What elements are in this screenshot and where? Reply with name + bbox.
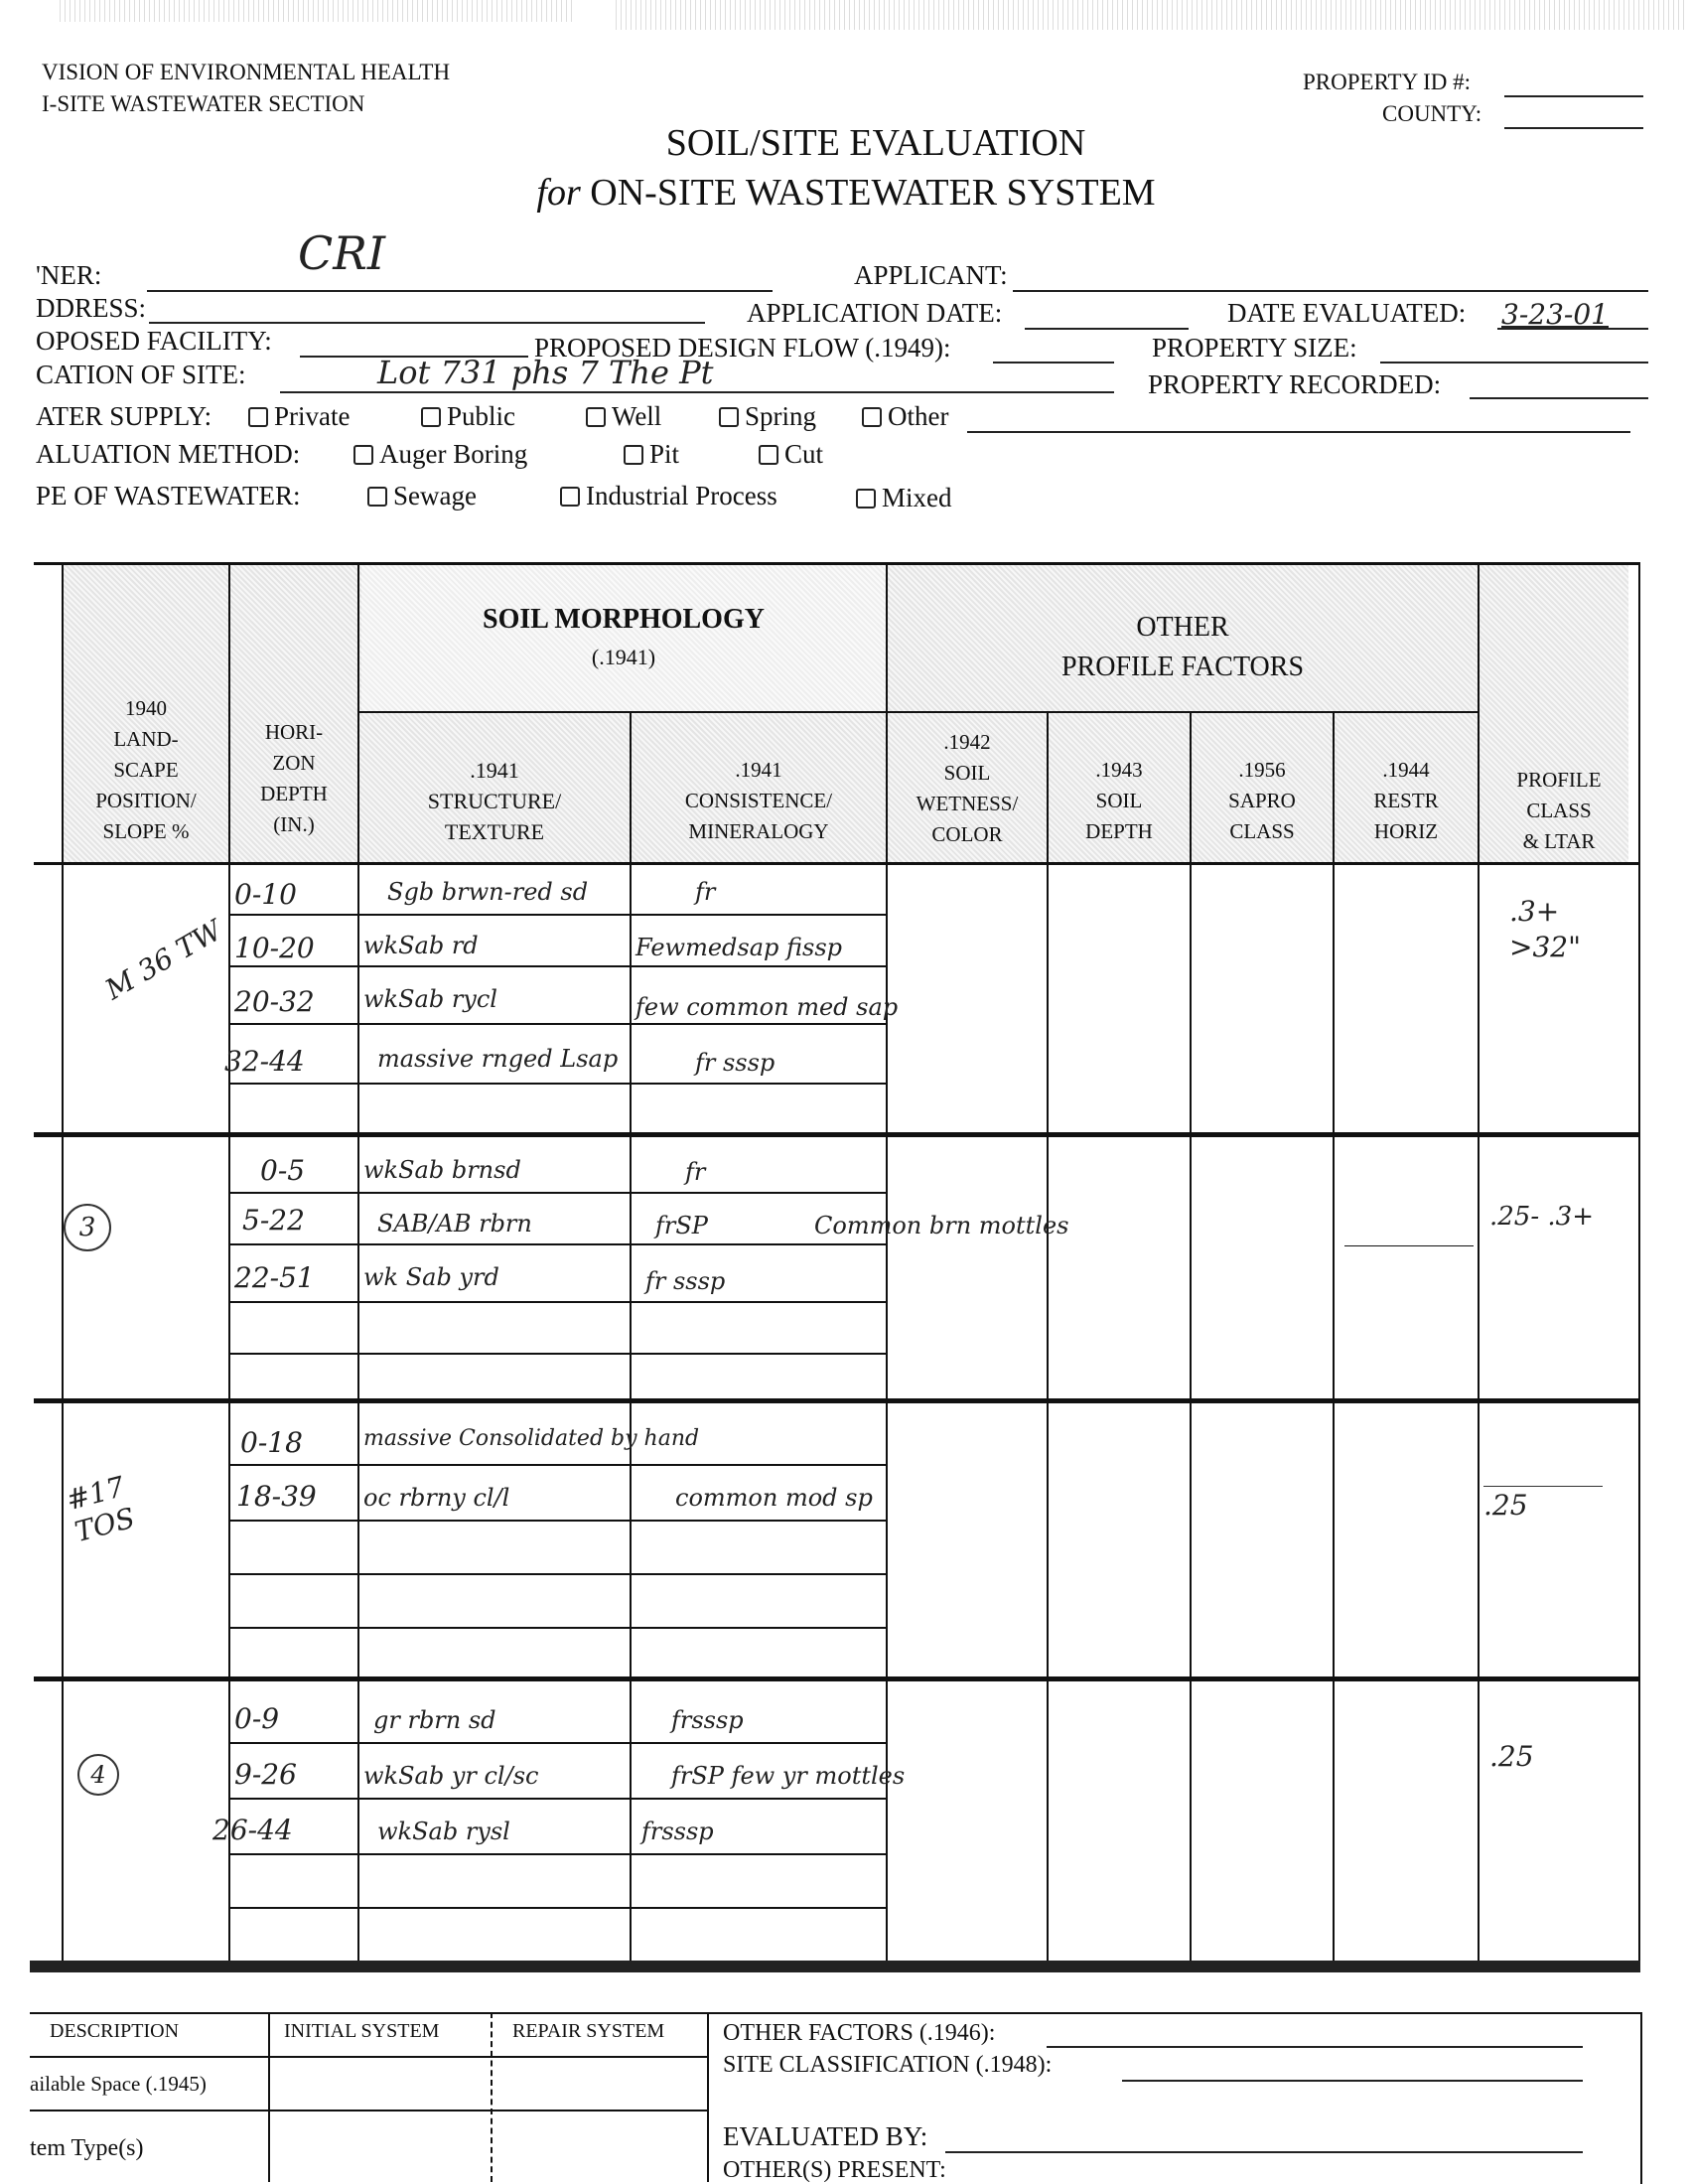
structure-value: oc rbrny cl/l: [363, 1484, 510, 1512]
row-line: [228, 1353, 886, 1355]
page-title: SOIL/SITE EVALUATION: [665, 122, 1086, 164]
depth-value: 0-5: [260, 1154, 306, 1187]
structure-value: massive Consolidated by hand: [363, 1426, 700, 1451]
structure-value: wkSab rycl: [363, 985, 497, 1013]
consistence-value: fr sssp: [645, 1267, 726, 1295]
profile-class-value: .25: [1483, 1486, 1603, 1522]
evaluated-by-field[interactable]: [945, 2151, 1583, 2153]
row-line: [228, 1853, 886, 1855]
wetness-value: Common brn mottles: [814, 1212, 1069, 1239]
structure-value: Sgb brwn-red sd: [387, 878, 589, 906]
structure-value: massive rnged Lsap: [377, 1045, 619, 1073]
restr-line: [1344, 1245, 1474, 1246]
structure-value: wkSab rd: [363, 932, 479, 959]
other-factors-label: OTHER FACTORS (.1946):: [723, 2020, 996, 2046]
consistence-value: fr: [685, 1158, 706, 1186]
row-line: [228, 1464, 886, 1466]
owner-label: 'NER:: [36, 260, 102, 290]
depth-value: 10-20: [234, 932, 315, 964]
consistence-value: fr: [695, 878, 716, 906]
other-factors-title2: PROFILE FACTORS: [1060, 652, 1305, 682]
consistence-value: few common med sap: [635, 993, 899, 1021]
col-line: [1638, 562, 1640, 1961]
row-line: [228, 1023, 886, 1025]
header-bottom-border: [34, 862, 1640, 865]
section-label: I-SITE WASTEWATER SECTION: [42, 91, 365, 116]
row-line: [228, 1907, 886, 1909]
water-supply-label: ATER SUPPLY:: [36, 401, 212, 431]
structure-value: wkSab brnsd: [363, 1156, 521, 1184]
consistence-value: frSP few yr mottles: [671, 1762, 906, 1790]
location-value: Lot 731 phs 7 The Pt: [377, 354, 714, 391]
structure-value: SAB/AB rbrn: [377, 1210, 532, 1238]
row-line: [228, 1742, 886, 1744]
depth-value: 5-22: [242, 1204, 305, 1237]
wetness-header: .1942 SOIL WETNESS/ COLOR: [916, 730, 1019, 846]
method-pit-option[interactable]: Pit: [624, 439, 679, 470]
division-label: VISION OF ENVIRONMENTAL HEALTH: [42, 60, 451, 84]
structure-value: wk Sab yrd: [363, 1263, 499, 1291]
consistence-value: frsssp: [671, 1706, 744, 1734]
consistence-value: Fewmedsap fissp: [635, 934, 843, 961]
repair-system-header: REPAIR SYSTEM: [512, 2020, 665, 2042]
row-line: [228, 1573, 886, 1575]
owner-value: CRI: [298, 226, 386, 280]
profile-separator: [34, 1676, 1640, 1681]
depth-value: 0-9: [234, 1702, 280, 1735]
property-size-label: PROPERTY SIZE:: [1152, 333, 1357, 363]
horizon-header: HORI- ZON DEPTH (IN.): [260, 720, 328, 836]
landscape-header: 1940 LAND- SCAPE POSITION/ SLOPE %: [95, 696, 197, 843]
available-space-label: ailable Space (.1945): [30, 2072, 207, 2096]
row-line: [228, 1520, 886, 1522]
row-line: [228, 965, 886, 967]
property-id-label: PROPERTY ID #:: [1303, 70, 1472, 94]
table-top-border: [34, 562, 1640, 565]
water-other-option[interactable]: Other: [862, 401, 948, 432]
footer-row-line: [30, 2056, 707, 2058]
profile-class-value: .25- .3+: [1489, 1202, 1594, 1232]
row-line: [228, 1192, 886, 1194]
address-label: DDRESS:: [36, 293, 147, 323]
subtitle-italic: for: [536, 172, 581, 214]
date-evaluated-label: DATE EVALUATED:: [1227, 298, 1467, 328]
water-public-option[interactable]: Public: [421, 401, 515, 432]
application-date-label: APPLICATION DATE:: [747, 298, 1003, 328]
site-classification-field[interactable]: [1122, 2080, 1583, 2082]
footer-col-line: [491, 2012, 493, 2182]
consistence-value: common mod sp: [675, 1484, 873, 1512]
col-line: [1333, 711, 1335, 1961]
evaluation-method-label: ALUATION METHOD:: [36, 439, 301, 469]
system-type-label: tem Type(s): [30, 2135, 144, 2161]
wastewater-industrial-option[interactable]: Industrial Process: [560, 481, 777, 511]
description-header: DESCRIPTION: [50, 2020, 180, 2042]
row-line: [228, 1301, 886, 1303]
col-line: [1047, 711, 1049, 1961]
other-factors-title: OTHER: [1136, 612, 1229, 643]
sapro-header: .1956 SAPRO CLASS: [1228, 758, 1296, 843]
method-cut-option[interactable]: Cut: [759, 439, 823, 470]
water-spring-option[interactable]: Spring: [719, 401, 816, 432]
consistence-value: frsssp: [641, 1818, 714, 1845]
date-evaluated-value: 3-23-01: [1501, 298, 1609, 331]
depth-value: 22-51: [234, 1261, 315, 1294]
consistence-value: frSP: [655, 1212, 708, 1239]
table-bottom-band: [30, 1961, 1640, 1972]
depth-value: 0-18: [240, 1426, 303, 1459]
depth-value: 9-26: [234, 1758, 297, 1791]
applicant-label: APPLICANT:: [854, 260, 1008, 290]
restr-header: .1944 RESTR HORIZ: [1373, 758, 1439, 843]
landscape-value: #17 TOS: [63, 1470, 139, 1549]
depth-value: 18-39: [236, 1480, 317, 1513]
footer-col-line: [707, 2012, 709, 2182]
soil-morphology-title: SOIL MORPHOLOGY: [483, 604, 765, 635]
site-classification-label: SITE CLASSIFICATION (.1948):: [723, 2052, 1053, 2078]
structure-value: wkSab yr cl/sc: [363, 1762, 539, 1790]
water-private-option[interactable]: Private: [248, 401, 350, 432]
evaluated-by-label: EVALUATED BY:: [723, 2121, 928, 2151]
others-present-label: OTHER(S) PRESENT:: [723, 2157, 946, 2182]
water-well-option[interactable]: Well: [586, 401, 661, 432]
soil-depth-header: .1943 SOIL DEPTH: [1085, 758, 1153, 843]
wastewater-type-label: PE OF WASTEWATER:: [36, 481, 301, 510]
initial-system-header: INITIAL SYSTEM: [284, 2020, 440, 2042]
subtitle-rest: ON-SITE WASTEWATER SYSTEM: [590, 172, 1156, 214]
county-label: COUNTY:: [1382, 101, 1482, 126]
row-line: [228, 1798, 886, 1800]
footer-col-line: [268, 2012, 270, 2182]
profile-separator: [34, 1398, 1640, 1403]
profile-class-value: .25: [1489, 1740, 1534, 1773]
row-line: [228, 1243, 886, 1245]
depth-value: 20-32: [234, 985, 315, 1018]
landscape-value: 3: [64, 1204, 111, 1251]
location-label: CATION OF SITE:: [36, 360, 246, 389]
row-line: [228, 914, 886, 916]
structure-value: wkSab rysl: [377, 1818, 510, 1845]
profile-header: PROFILE CLASS & LTAR: [1516, 768, 1602, 853]
footer-row-line: [30, 2110, 707, 2111]
depth-value: 0-10: [234, 878, 297, 911]
soil-morphology-code: (.1941): [591, 645, 656, 669]
landscape-value: M 36 TW: [99, 913, 228, 1007]
wastewater-mixed-option[interactable]: Mixed: [856, 483, 952, 513]
property-recorded-label: PROPERTY RECORDED:: [1148, 369, 1442, 399]
row-line: [228, 1083, 886, 1085]
design-flow-label: PROPOSED DESIGN FLOW (.1949):: [534, 333, 951, 363]
other-factors-field[interactable]: [1047, 2046, 1583, 2048]
structure-value: gr rbrn sd: [373, 1706, 496, 1734]
header-divider: [357, 711, 1480, 713]
profile-class-value: .3+ >32": [1509, 895, 1581, 963]
consistence-value: fr sssp: [695, 1049, 776, 1077]
consistence-header: .1941 CONSISTENCE/ MINERALOGY: [684, 758, 833, 843]
col-line: [1190, 711, 1192, 1961]
depth-value: 26-44: [212, 1814, 293, 1846]
proposed-facility-label: OPOSED FACILITY:: [36, 326, 272, 356]
morphology-title-bg: [361, 562, 886, 711]
landscape-value: 4: [77, 1754, 119, 1796]
row-line: [228, 1627, 886, 1629]
profile-separator: [34, 1132, 1640, 1137]
method-auger-option[interactable]: Auger Boring: [353, 439, 527, 470]
col-line: [630, 711, 632, 1961]
structure-header: .1941 STRUCTURE/ TEXTURE: [427, 758, 562, 844]
wastewater-sewage-option[interactable]: Sewage: [367, 481, 477, 511]
depth-value: 32-44: [224, 1045, 305, 1078]
